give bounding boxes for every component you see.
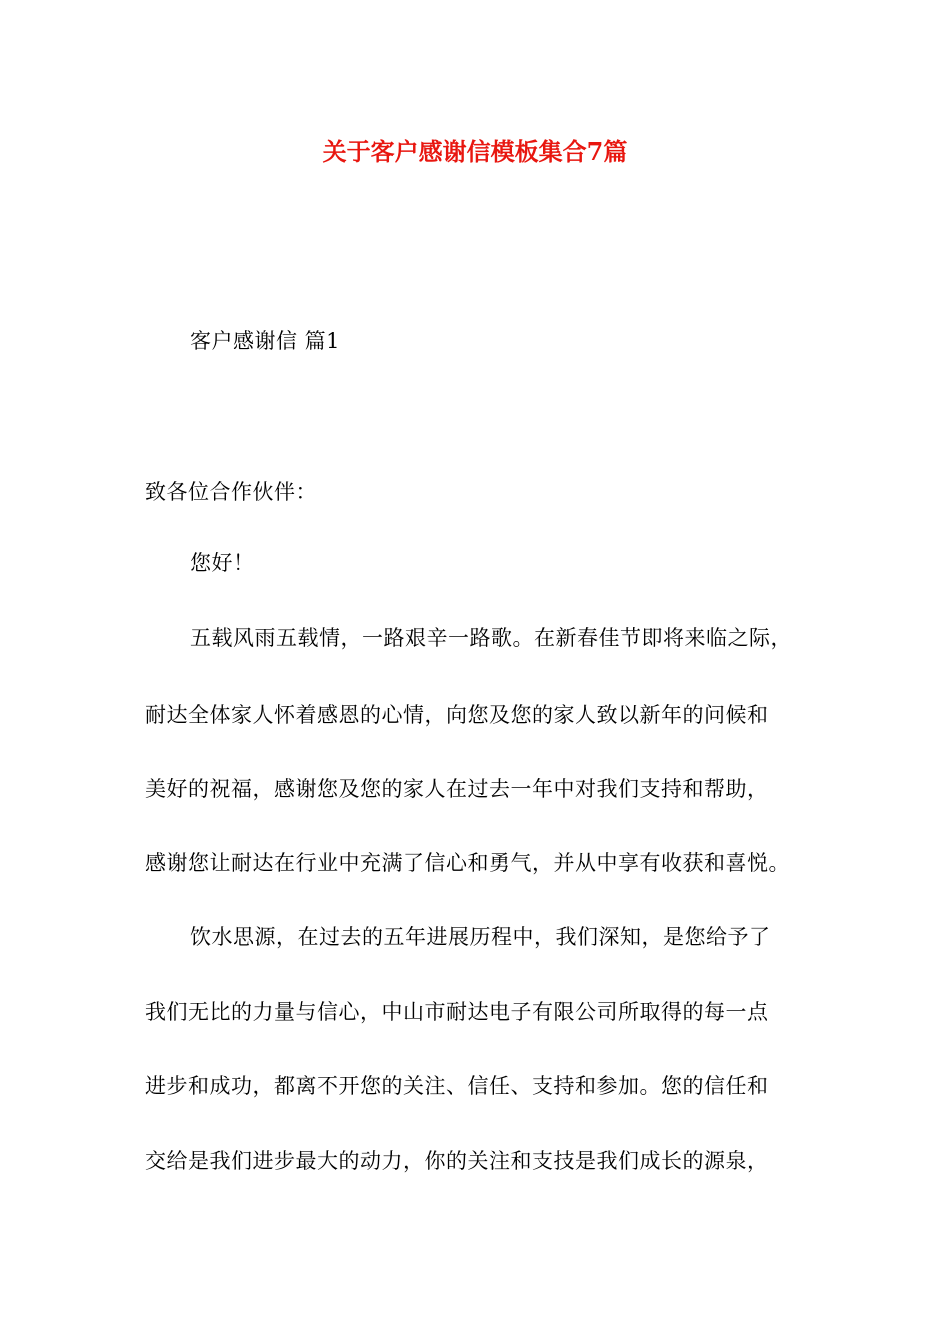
paragraph-line: 五载风雨五载情，一路艰辛一路歌。在新春佳节即将来临之际， <box>190 626 792 650</box>
salutation: 致各位合作伙伴： <box>145 480 317 504</box>
paragraph-line: 我们无比的力量与信心，中山市耐达电子有限公司所取得的每一点 <box>145 1000 769 1024</box>
paragraph-line: 饮水思源，在过去的五年进展历程中，我们深知，是您给予了 <box>190 925 771 949</box>
section-heading: 客户感谢信 篇1 <box>190 329 341 353</box>
paragraph-line: 交给是我们进步最大的动力，你的关注和支技是我们成长的源泉， <box>145 1149 769 1173</box>
paragraph-line: 耐达全体家人怀着感恩的心情，向您及您的家人致以新年的问候和 <box>145 703 769 727</box>
document-title: 关于客户感谢信模板集合7篇 <box>322 137 628 166</box>
paragraph-line: 进步和成功，都离不开您的关注、信任、支持和参加。您的信任和 <box>145 1074 769 1098</box>
greeting: 您好！ <box>190 551 255 575</box>
paragraph-line: 美好的祝福，感谢您及您的家人在过去一年中对我们支持和帮助， <box>145 777 769 801</box>
paragraph-line: 感谢您让耐达在行业中充满了信心和勇气，并从中享有收获和喜悦。 <box>145 851 790 875</box>
